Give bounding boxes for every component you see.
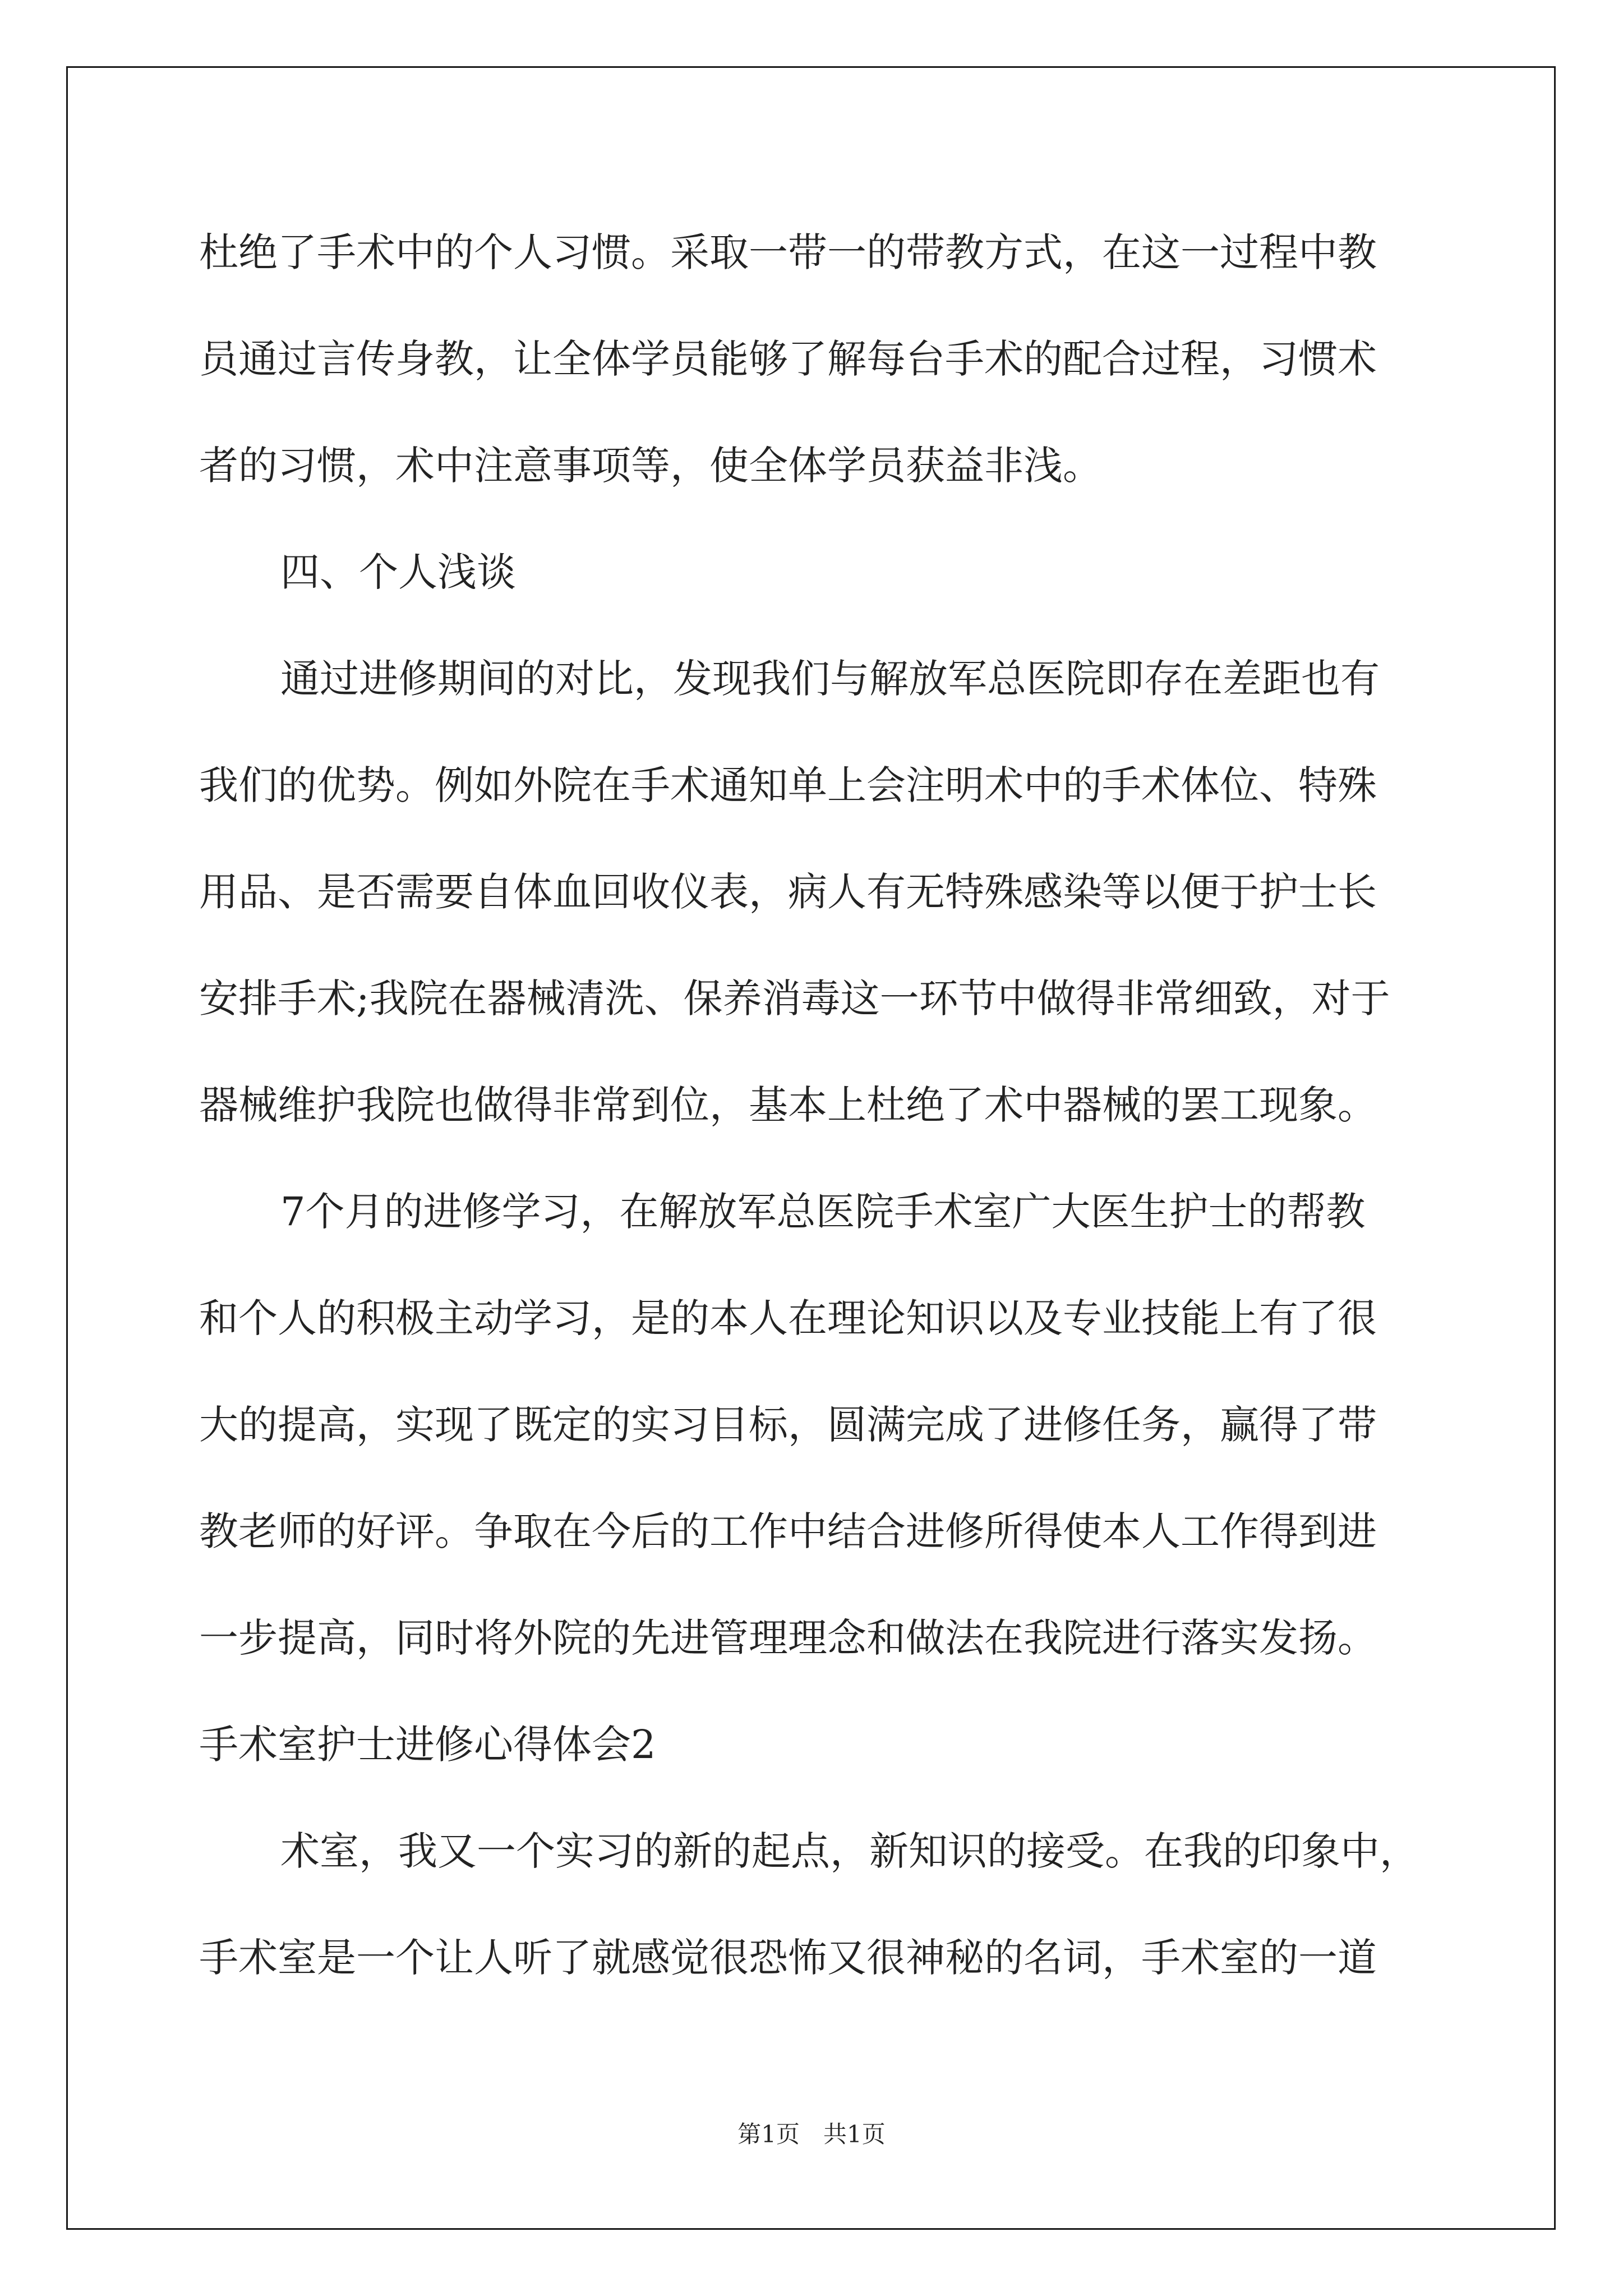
text-line: 7个月的进修学习，在解放军总医院手术室广大医生护士的帮教 [280,1189,1366,1235]
page-border [66,66,1556,2230]
text-line: 大的提高，实现了既定的实习目标，圆满完成了进修任务，赢得了带 [199,1402,1377,1448]
text-line: 我们的优势。例如外院在手术通知单上会注明术中的手术体位、特殊 [199,762,1377,808]
article-title: 手术室护士进修心得体会2 [199,1722,656,1768]
text-line: 器械维护我院也做得非常到位，基本上杜绝了术中器械的罢工现象。 [199,1082,1377,1128]
text-line: 杜绝了手术中的个人习惯。采取一带一的带教方式，在这一过程中教 [199,229,1377,275]
text-line: 和个人的积极主动学习，是的本人在理论知识以及专业技能上有了很 [199,1295,1377,1341]
text-line: 员通过言传身教，让全体学员能够了解每台手术的配合过程，习惯术 [199,336,1377,382]
text-line: 术室，我又一个实习的新的起点，新知识的接受。在我的印象中， [280,1828,1419,1874]
text-line: 用品、是否需要自体血回收仪表，病人有无特殊感染等以便于护士长 [199,869,1377,915]
page-number-footer: 第1页 共1页 [737,2120,886,2148]
text-line: 通过进修期间的对比，发现我们与解放军总医院即存在差距也有 [280,656,1380,702]
text-line: 安排手术;我院在器械清洗、保养消毒这一环节中做得非常细致，对于 [199,976,1390,1022]
text-line: 教老师的好评。争取在今后的工作中结合进修所得使本人工作得到进 [199,1508,1377,1554]
text-line: 者的习惯，术中注意事项等，使全体学员获益非浅。 [199,443,1102,489]
text-line: 一步提高，同时将外院的先进管理理念和做法在我院进行落实发扬。 [199,1615,1377,1661]
section-heading: 四、个人浅谈 [280,549,516,595]
text-line: 手术室是一个让人听了就感觉很恐怖又很神秘的名词，手术室的一道 [199,1935,1377,1981]
